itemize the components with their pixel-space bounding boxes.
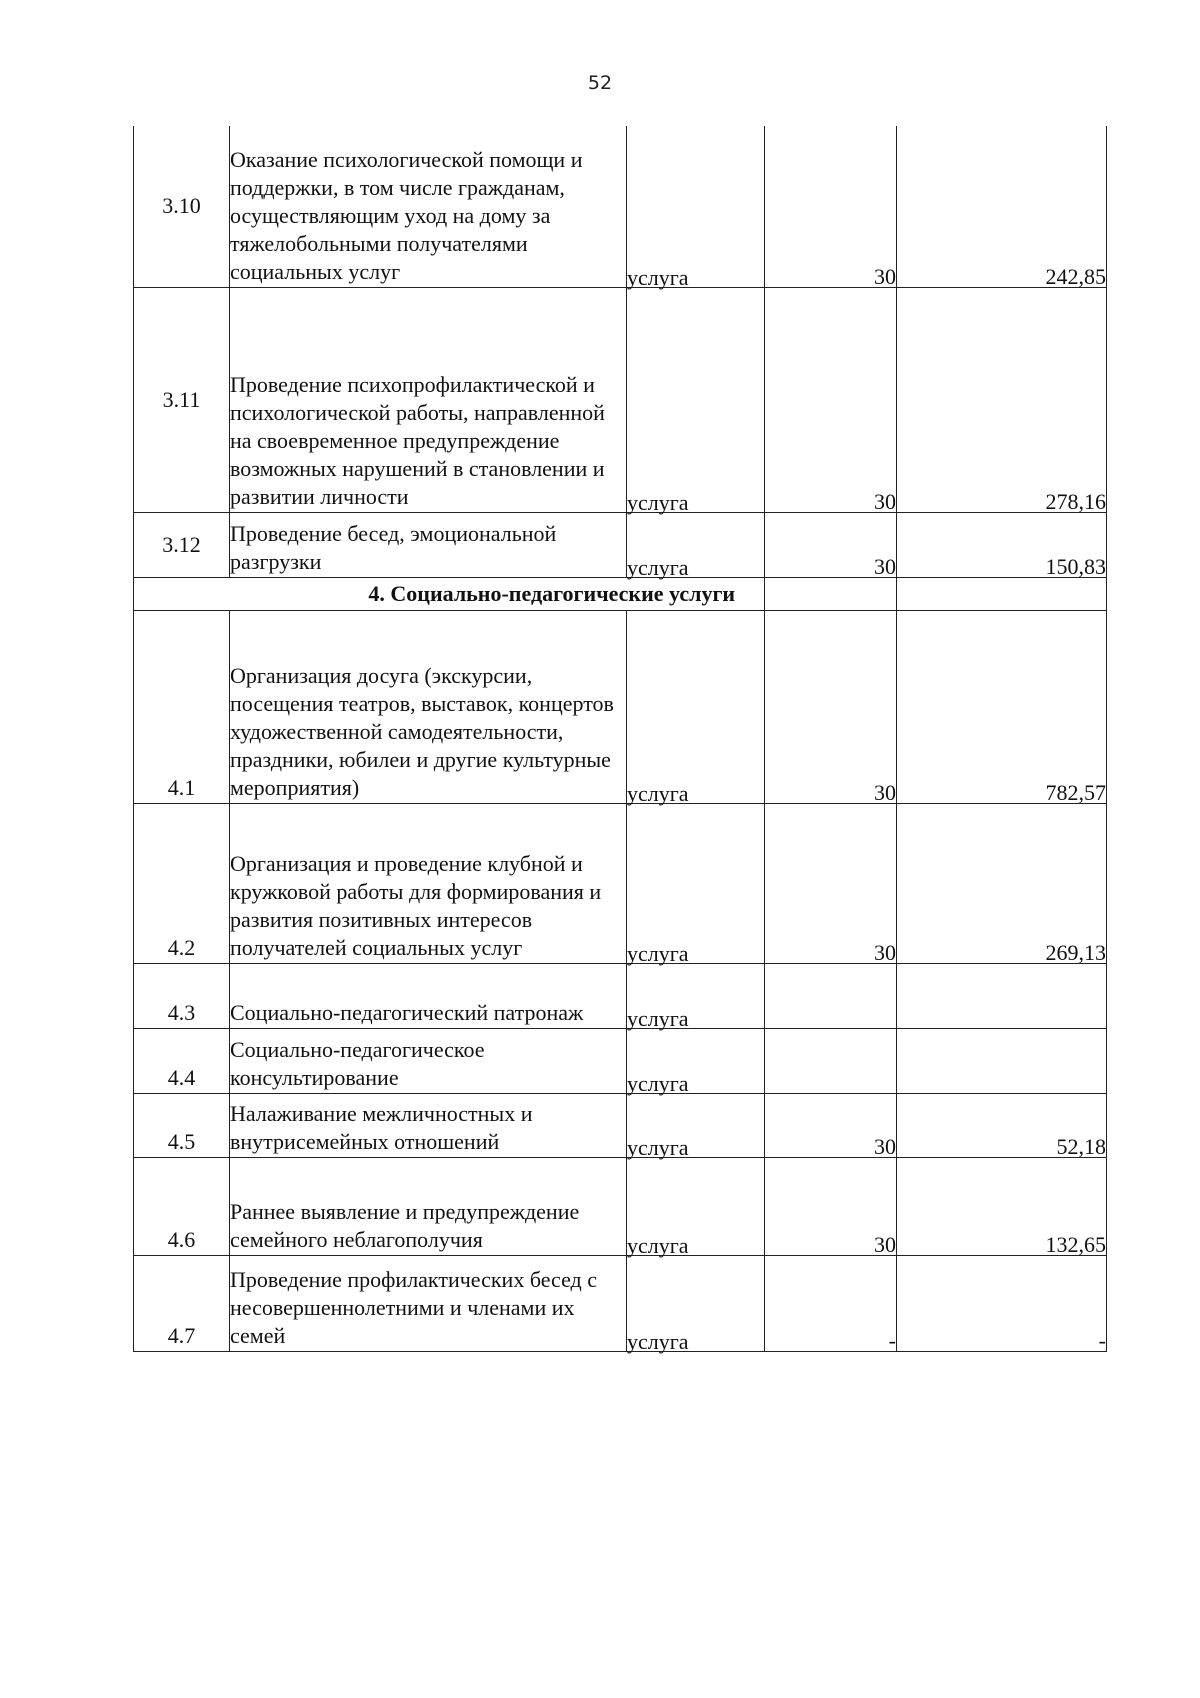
row-number: 3.12: [134, 512, 230, 577]
service-price: -: [897, 1255, 1107, 1351]
row-number: 4.6: [134, 1157, 230, 1255]
table-row: [134, 610, 1107, 803]
service-quantity: 30: [765, 803, 897, 963]
service-quantity: 30: [765, 512, 897, 577]
service-name: Проведение бесед, эмоциональной разгрузки: [230, 512, 627, 577]
table-row: [134, 512, 1107, 577]
service-name: Проведение профилактических бесед с несовершеннолетними и членами их семей: [230, 1255, 627, 1351]
service-name: Социально-педагогический патронаж: [230, 963, 627, 1028]
table-row: [134, 1093, 1107, 1157]
table-row: [134, 287, 1107, 512]
service-price: 52,18: [897, 1093, 1107, 1157]
service-quantity: 30: [765, 1157, 897, 1255]
service-price: 242,85: [897, 126, 1107, 287]
service-name: Организация и проведение клубной и кружковой работы для формирования и развития позитивных интересов получателей социальных услуг: [230, 803, 627, 963]
row-number: 4.2: [134, 803, 230, 963]
service-quantity: [765, 1028, 897, 1093]
section-title: 4. Социально-педагогические услуги: [230, 577, 765, 610]
service-quantity: -: [765, 1255, 897, 1351]
table-row: [134, 963, 1107, 1028]
service-price: 132,65: [897, 1157, 1107, 1255]
service-name: Организация досуга (экскурсии, посещения театров, выставок, концертов художественной самодеятельности, праздники, юбилеи и другие культурные мероприятия): [230, 610, 627, 803]
row-number: 4.7: [134, 1255, 230, 1351]
table-row: [134, 803, 1107, 963]
service-name: Раннее выявление и предупреждение семейного неблагополучия: [230, 1157, 627, 1255]
row-number: 3.10: [134, 126, 230, 287]
row-number: 4.1: [134, 610, 230, 803]
service-unit: услуга: [627, 963, 765, 1028]
service-unit: услуга: [627, 610, 765, 803]
table-row: [134, 1028, 1107, 1093]
services-table: [133, 126, 1107, 1352]
service-unit: услуга: [627, 1255, 765, 1351]
table-row: [134, 126, 1107, 287]
service-unit: услуга: [627, 1028, 765, 1093]
service-quantity: 30: [765, 610, 897, 803]
service-price: 782,57: [897, 610, 1107, 803]
service-name: Оказание психологической помощи и поддержки, в том числе гражданам, осуществляющим уход на дому за тяжелобольными получателями социальных услуг: [230, 126, 627, 287]
row-number: 4.4: [134, 1028, 230, 1093]
row-number: 4.3: [134, 963, 230, 1028]
table-row: [134, 1255, 1107, 1351]
service-name: Налаживание межличностных и внутрисемейных отношений: [230, 1093, 627, 1157]
row-number: 3.11: [134, 287, 230, 512]
section-empty-cell: [765, 577, 897, 610]
section-empty-cell: [897, 577, 1107, 610]
service-price: 278,16: [897, 287, 1107, 512]
service-name: Проведение психопрофилактической и психологической работы, направленной на своевременное предупреждение возможных нарушений в становлении и развитии личности: [230, 287, 627, 512]
service-quantity: 30: [765, 126, 897, 287]
service-unit: услуга: [627, 1157, 765, 1255]
service-quantity: 30: [765, 1093, 897, 1157]
service-unit: услуга: [627, 803, 765, 963]
service-quantity: [765, 963, 897, 1028]
service-quantity: 30: [765, 287, 897, 512]
row-number: 4.5: [134, 1093, 230, 1157]
service-price: 150,83: [897, 512, 1107, 577]
section-blank-cell: [134, 577, 230, 610]
service-unit: услуга: [627, 512, 765, 577]
page-number: 52: [587, 72, 613, 94]
service-price: 269,13: [897, 803, 1107, 963]
service-price: [897, 1028, 1107, 1093]
service-unit: услуга: [627, 1093, 765, 1157]
table-row: [134, 1157, 1107, 1255]
service-unit: услуга: [627, 126, 765, 287]
service-name: Социально-педагогическое консультирование: [230, 1028, 627, 1093]
section-header-row: [134, 577, 1107, 610]
service-price: [897, 963, 1107, 1028]
service-unit: услуга: [627, 287, 765, 512]
